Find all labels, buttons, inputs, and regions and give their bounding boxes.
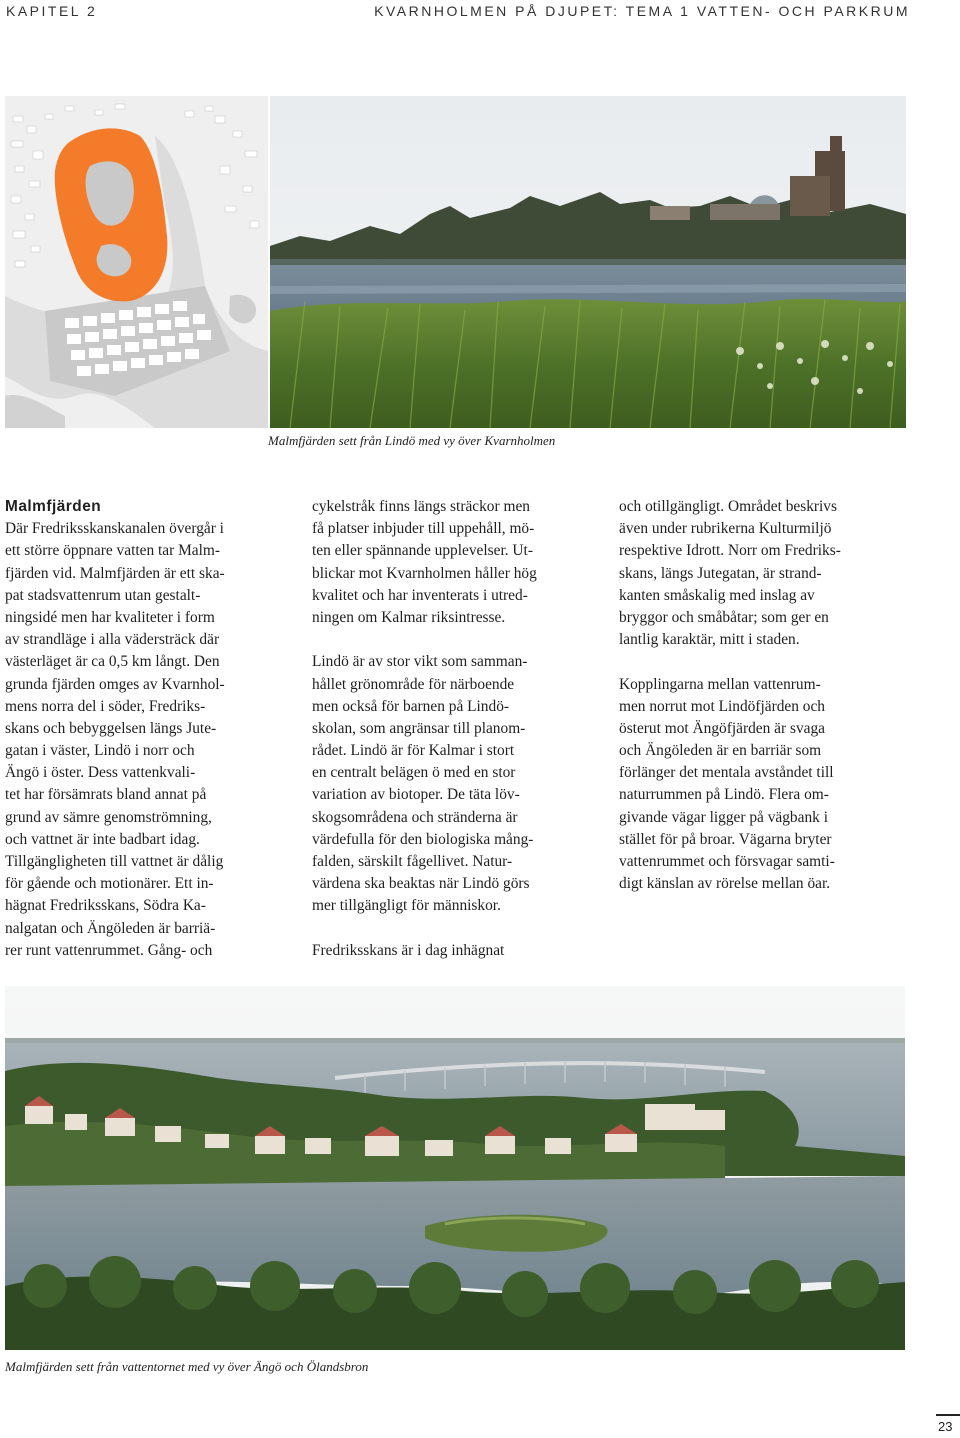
text-line: stället för på broar. Vägarna bryter <box>619 830 832 848</box>
photo-aerial-view <box>5 986 905 1350</box>
text-line: falden, särskilt fågellivet. Natur- <box>312 853 513 870</box>
site-map-drawing <box>5 96 268 428</box>
chapter-label: KAPITEL 2 <box>6 3 98 19</box>
text-line: mens norra del i söder, Fredriks- <box>5 697 206 715</box>
text-line: ten eller spännande upplevelser. Ut- <box>312 542 533 560</box>
text-line: bryggor och småbåtar; som ger en <box>619 608 829 626</box>
text-line: hägnat Fredriksskans, Södra Ka- <box>5 897 206 915</box>
text-line: Där Fredriksskanskanalen övergår i <box>5 520 224 538</box>
text-line: ningen om Kalmar riksintresse. <box>312 608 506 626</box>
text-line: västerläget är ca 0,5 km långt. Den <box>5 653 220 671</box>
text-line: gatan i väster, Lindö i norr och <box>5 742 195 760</box>
text-line: och vattnet är inte badbart idag. <box>5 830 200 848</box>
paragraph-gap <box>619 651 909 673</box>
text-column-1 <box>5 496 290 962</box>
running-title: KVARNHOLMEN PÅ DJUPET: TEMA 1 VATTEN- OCH PARKRUM <box>374 3 910 19</box>
text-line: av strandläge i alla vädersträck där <box>5 631 220 649</box>
text-line: för gående och motionärer. Ett in- <box>5 875 214 893</box>
text-line: pat stadsvattenrum utan gestalt- <box>5 586 201 604</box>
text-line: Lindö är av stor vikt som samman- <box>312 653 528 671</box>
text-line: skogsområdena och stränderna är <box>312 808 518 826</box>
text-line: en centralt belägen ö med en stor <box>312 764 516 782</box>
page-number: 23 <box>938 1419 953 1434</box>
photo-malmfjarden-from-water-tower <box>5 986 905 1350</box>
text-line: respektive Idrott. Norr om Fredriks- <box>619 542 841 560</box>
text-line: grunda fjärden omges av Kvarnhol- <box>5 675 225 693</box>
text-line: variation av biotoper. De täta löv- <box>312 786 520 804</box>
text-line: grund av sämre genomströmning, <box>5 808 212 826</box>
text-line: skans, längs Jutegatan, är strand- <box>619 564 822 582</box>
text-line: Tillgängligheten till vattnet är dålig <box>5 853 224 870</box>
paragraph-gap <box>312 629 602 651</box>
caption-top-photo: Malmfjärden sett från Lindö med vy över Kvarnholmen <box>268 433 556 448</box>
text-line: men norrut mot Lindöfjärden och <box>619 697 826 715</box>
text-line: österut mot Ängöfjärden är svaga <box>619 719 826 737</box>
text-line: fjärden vid. Malmfjärden är ett ska- <box>5 564 225 582</box>
page-number-rule <box>936 1414 960 1416</box>
text-line: förlänger det mentala avståndet till <box>619 764 834 782</box>
text-line: naturrummen på Lindö. Flera om- <box>619 786 829 804</box>
text-line: rådet. Lindö är för Kalmar i stort <box>312 742 515 760</box>
caption-bottom-photo: Malmfjärden sett från vattentornet med vy över Ängö och Ölandsbron <box>5 1359 369 1374</box>
text-line: ningsidé men har kvaliteter i form <box>5 608 215 626</box>
photo-malmfjarden-from-lindo <box>270 96 906 428</box>
text-line: digt känslan av rörelse mellan öar. <box>619 875 831 893</box>
text-line: och otillgängligt. Området beskrivs <box>619 498 837 515</box>
page-header <box>0 0 960 30</box>
text-line: och Ängöleden är en barriär som <box>619 742 822 760</box>
text-line: cykelstråk finns längs sträckor men <box>312 498 530 515</box>
paragraph-gap <box>312 918 602 940</box>
text-line: värdena ska beaktas när Lindö görs <box>312 875 530 893</box>
text-line: skans och bebyggelsen längs Jute- <box>5 719 217 737</box>
text-line: Ängö i öster. Dess vattenkvali- <box>5 764 196 782</box>
text-line: kanten småskalig med inslag av <box>619 586 815 604</box>
text-line: skolan, som angränsar till planom- <box>312 719 526 737</box>
text-column-3 <box>619 496 909 895</box>
text-line: få platser inbjuder till uppehåll, mö- <box>312 520 535 538</box>
text-line: blickar mot Kvarnholmen håller hög <box>312 564 537 582</box>
text-line: vattenrummet och försvagar samti- <box>619 853 835 870</box>
text-line: givande vägar ligger på vägbank i <box>619 808 828 826</box>
text-line: men också för barnen på Lindö- <box>312 697 510 715</box>
text-line: ett större öppnare vatten tar Malm- <box>5 542 220 560</box>
text-line: nalgatan och Ängöleden är barriä- <box>5 919 216 937</box>
photo-lake-reeds <box>270 96 906 428</box>
text-line: lantlig karaktär, mitt i staden. <box>619 631 800 649</box>
text-column-2 <box>312 496 602 962</box>
text-line: värdefulla för den biologiska mång- <box>312 830 534 848</box>
site-map <box>5 96 268 428</box>
text-line: Fredriksskans är i dag inhägnat <box>312 941 505 959</box>
text-line: mer tillgängligt för människor. <box>312 897 501 915</box>
text-line: Kopplingarna mellan vattenrum- <box>619 675 821 693</box>
text-line: även under rubrikerna Kulturmiljö <box>619 520 832 538</box>
text-line: kvalitet och har inventerats i utred- <box>312 586 528 604</box>
text-line: tet har försämrats bland annat på <box>5 786 207 804</box>
text-line: rer runt vattenrummet. Gång- och <box>5 941 213 959</box>
section-heading: Malmfjärden <box>5 498 102 515</box>
text-line: hållet grönområde för närboende <box>312 675 515 693</box>
